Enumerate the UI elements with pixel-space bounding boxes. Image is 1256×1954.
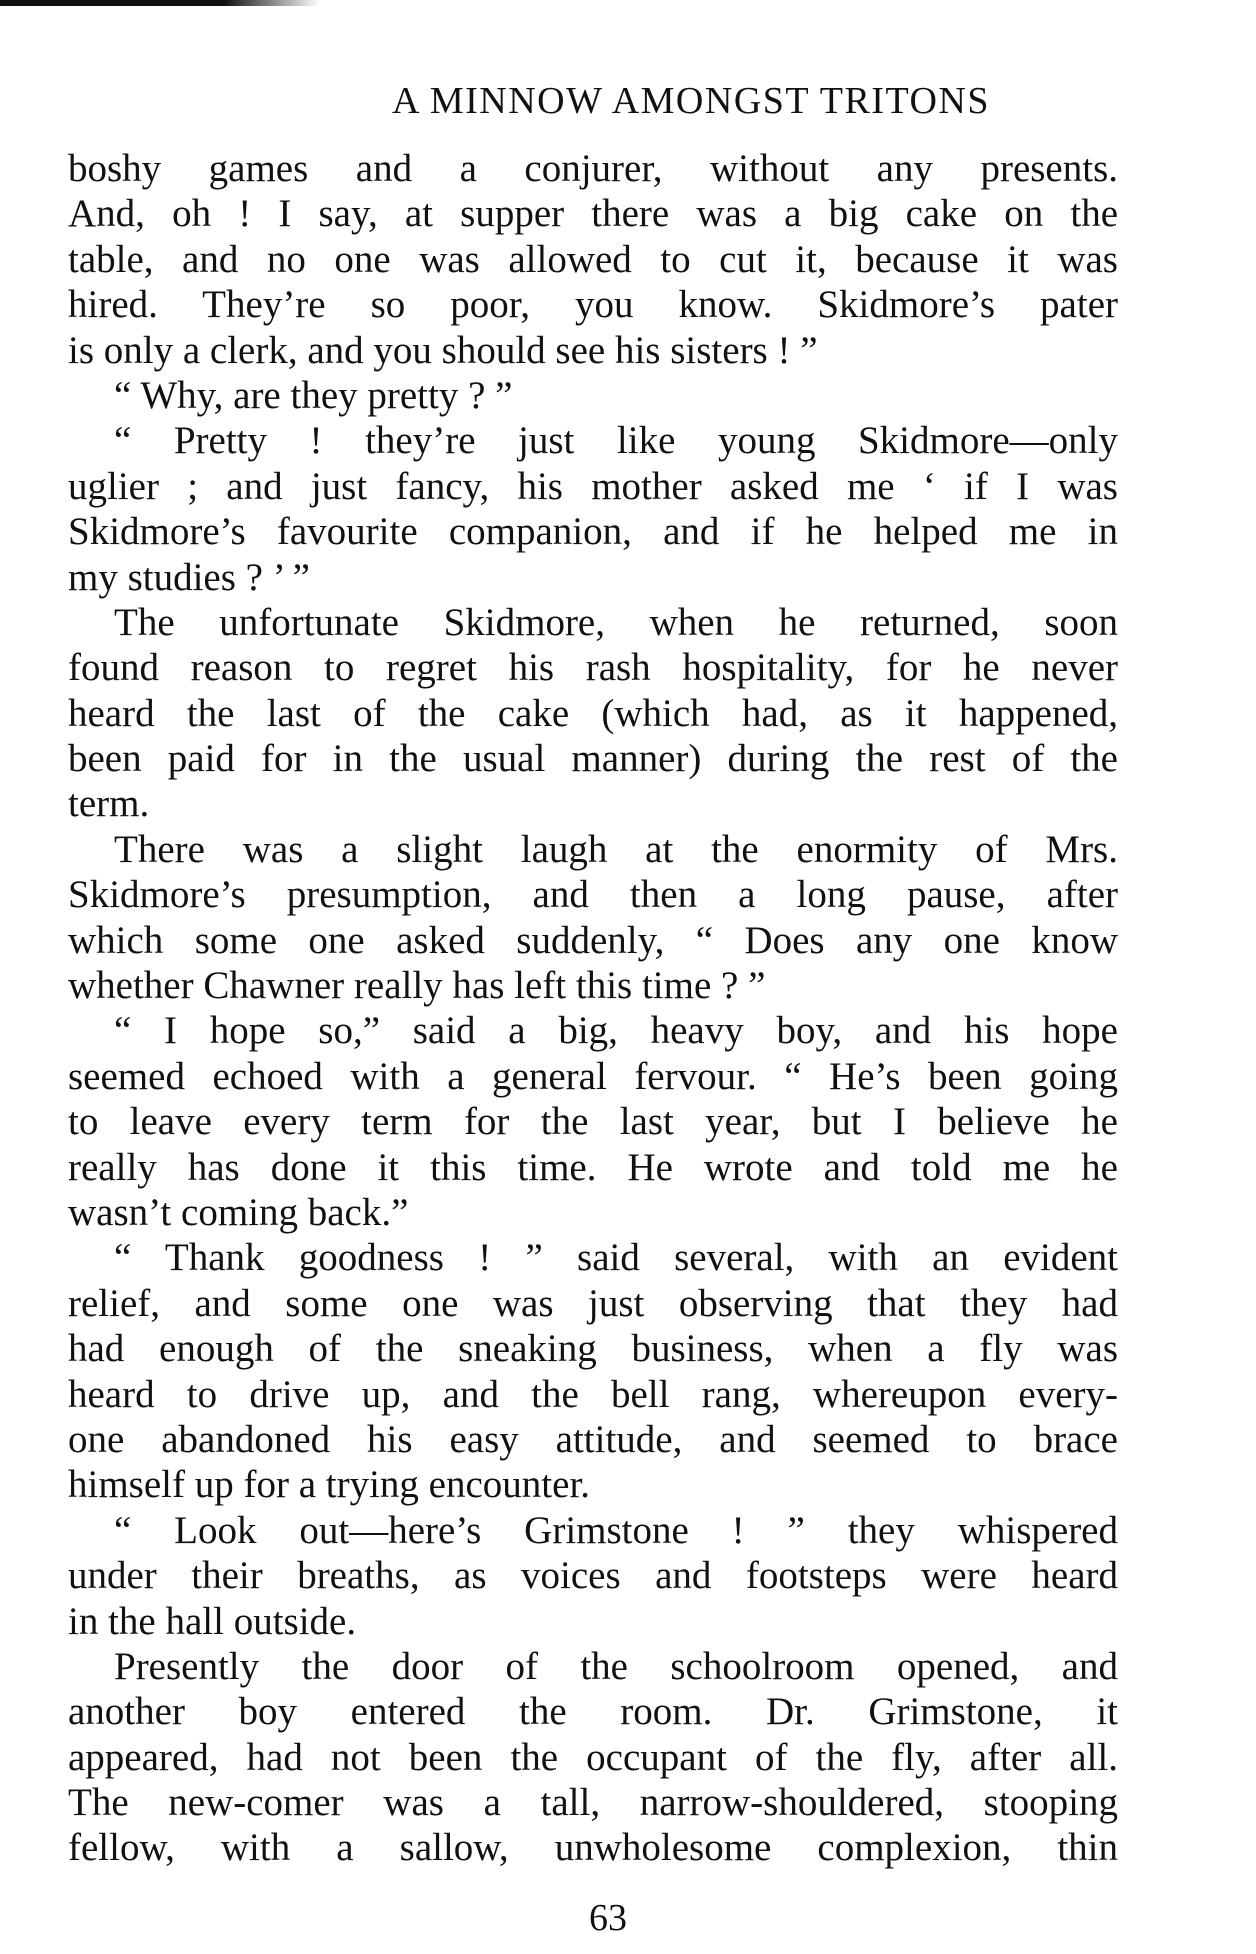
text-line: another boy entered the room. Dr. Grimstone, it xyxy=(68,1690,1118,1734)
text-line: which some one asked suddenly, “ Does any one know xyxy=(68,918,1118,962)
text-line: hired. They’re so poor, you know. Skidmore’s pater xyxy=(68,283,1118,327)
text-line: “ Thank goodness ! ” said several, with an evident xyxy=(114,1236,1118,1280)
text-line: “ Why, are they pretty ? ” xyxy=(114,373,513,417)
text-line: is only a clerk, and you should see his sisters ! ” xyxy=(68,328,818,372)
text-line: to leave every term for the last year, but I believe he xyxy=(68,1100,1118,1144)
text-line: himself up for a trying encounter. xyxy=(68,1463,591,1507)
text-line: relief, and some one was just observing that they had xyxy=(68,1281,1118,1325)
text-line: Skidmore’s favourite companion, and if he helped me in xyxy=(68,510,1118,554)
text-line: heard to drive up, and the bell rang, whereupon every- xyxy=(68,1372,1118,1416)
running-head: A MINNOW AMONGST TRITONS xyxy=(392,80,990,122)
text-line: fellow, with a sallow, unwholesome complexion, thin xyxy=(68,1826,1118,1870)
text-line: wasn’t coming back.” xyxy=(68,1190,409,1234)
text-line: The unfortunate Skidmore, when he returned, soon xyxy=(114,600,1118,644)
text-line: really has done it this time. He wrote and told me he xyxy=(68,1145,1118,1189)
text-line: one abandoned his easy attitude, and seemed to brace xyxy=(68,1417,1118,1461)
text-line: Presently the door of the schoolroom opened, and xyxy=(114,1644,1118,1688)
text-line: had enough of the sneaking business, when a fly was xyxy=(68,1327,1118,1371)
text-line: seemed echoed with a general fervour. “ He’s been going xyxy=(68,1054,1118,1098)
text-line: my studies ? ’ ” xyxy=(68,555,310,599)
text-line: under their breaths, as voices and footsteps were heard xyxy=(68,1554,1118,1598)
text-line: And, oh ! I say, at supper there was a big cake on the xyxy=(68,192,1118,236)
text-line: been paid for in the usual manner) during the rest of the xyxy=(68,737,1118,781)
text-line: “ I hope so,” said a big, heavy boy, and his hope xyxy=(114,1009,1118,1053)
text-line: appeared, had not been the occupant of the fly, after all. xyxy=(68,1735,1118,1779)
text-line: in the hall outside. xyxy=(68,1599,357,1643)
body-text xyxy=(68,146,1118,1871)
text-line: found reason to regret his rash hospitality, for he never xyxy=(68,646,1118,690)
text-line: There was a slight laugh at the enormity of Mrs. xyxy=(114,827,1118,871)
text-line: boshy games and a conjurer, without any presents. xyxy=(68,147,1118,190)
text-line: “ Look out—here’s Grimstone ! ” they whispered xyxy=(114,1508,1118,1552)
text-line: uglier ; and just fancy, his mother asked me ‘ if I was xyxy=(68,464,1118,508)
text-line: table, and no one was allowed to cut it, because it was xyxy=(68,237,1118,281)
text-line: term. xyxy=(68,782,150,826)
text-line: “ Pretty ! they’re just like young Skidmore—only xyxy=(114,419,1118,463)
text-line: heard the last of the cake (which had, as it happened, xyxy=(68,691,1118,735)
text-line: whether Chawner really has left this time ? ” xyxy=(68,964,766,1008)
page-number: 63 xyxy=(589,1897,627,1939)
top-rule xyxy=(0,0,320,6)
text-line: Skidmore’s presumption, and then a long pause, after xyxy=(68,873,1118,917)
text-line: The new-comer was a tall, narrow-shouldered, stooping xyxy=(68,1781,1118,1825)
